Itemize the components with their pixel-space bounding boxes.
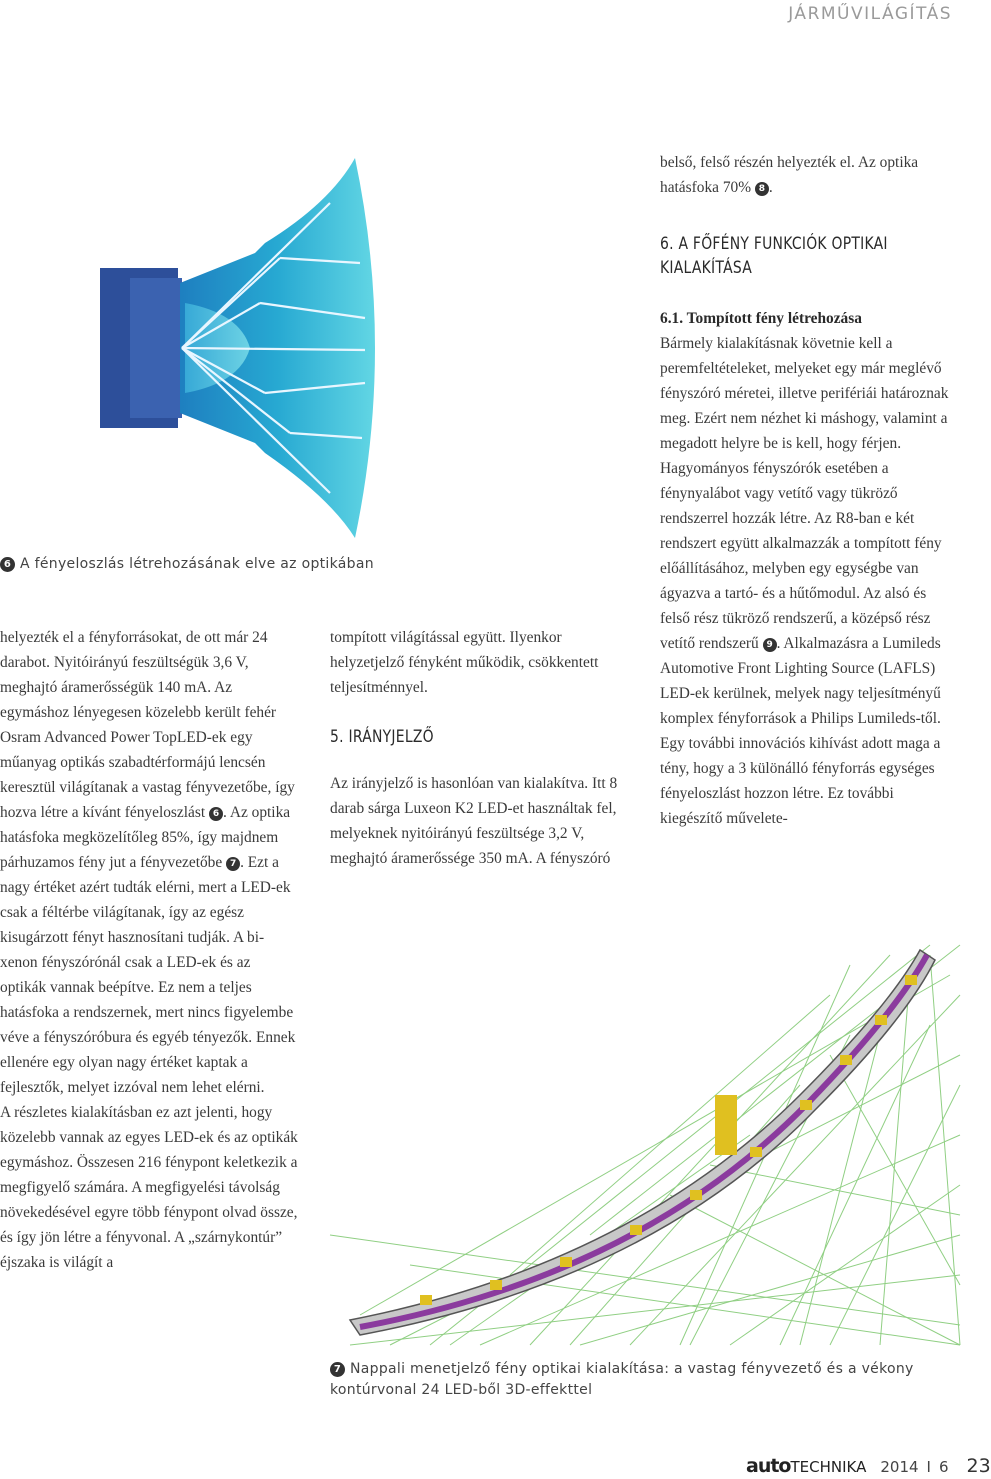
ref-6-badge: 6 bbox=[209, 807, 223, 821]
col3-paragraph-1: Bármely kialakításnak követnie kell a peremfeltételeket, melyeket egy már meglévő fényszóró méretei, illetve perifériái határoznak meg. Ezért nem nézhet ki máshogy, valamint a megadott helyre be is kell, hogy férjen. Hagyományos fényszórók esetében a fénynyalábot vagy vetítő vagy tükröző rendszerrel hozzák létre. Az R8-ban e két rendszert együtt alkalmazzák a tompított fény előállításához, melyben egy egységbe van ágyazva a tartó- és a hűtőmodul. Az alsó és felső rész tükröző rendszerű, a középső rész vetítő rendszerű 9 . Alkalmazásra a Lumileds Automotive Front Lighting Source (LAFLS) LED-ek kerülnek, melyek nagy teljesítményű komplex fényforrások a Philips Lumileds-től. Egy további innovációs kihívást adott maga a tény, hogy a 3 különálló fényforrás egységes fényeloszlást hozzon létre. Ez további kiegészítő művelete- bbox=[660, 335, 949, 827]
ref-8-badge: 8 bbox=[755, 182, 769, 196]
figure-7-illustration bbox=[330, 935, 960, 1345]
ref-7-badge: 7 bbox=[226, 857, 240, 871]
col2-paragraph-2: Az irányjelző is hasonlóan van kialakítva. Itt 8 darab sárga Luxeon K2 LED-et használtak fel, melyeknek nyitóirányú feszültsége 3,2 V, meghajtó áramerőssége 350 mA. A fényszóró bbox=[330, 775, 618, 867]
figure-6-illustration bbox=[0, 143, 655, 553]
section-label: JÁRMŰVILÁGÍTÁS bbox=[788, 4, 952, 24]
col3-paragraph-top: belső, felső részén helyezték el. Az optika hatásfoka 70% 8 . bbox=[660, 154, 919, 196]
led-modules bbox=[420, 975, 917, 1305]
light-guide-body bbox=[350, 950, 935, 1335]
publication-logo: autoTECHNIKA bbox=[746, 1455, 867, 1477]
led-body bbox=[130, 278, 182, 418]
col1-paragraph-1: helyezték el a fényforrásokat, de ott már 24 darabot. Nyitóirányú feszültségük 3,6 V, meghajtó áramerősségük 140 mA. Az egymáshoz lényegesen közelebb került fehér Osram Advanced Power TopLED-ek egy műanyag optikás szabadtérformájú lencsén keresztül világítanak a vastag fényvezetőbe, így hozva létre a kívánt fényeloszlást 6 . Az optika hatásfoka megközelítőleg 85%, így majdnem párhuzamos fény jut a fényvezetőbe 7 . Ezt a nagy értéket azért tudták elérni, mert a LED-ek csak a féltérbe világítanak, így az egész kisugárzott fényt hasznosítani tudják. A bi-xenon fényszórónál csak a LED-ek és az optikák vannak beépítve. Ez nem a teljes hatásfoka a rendszernek, mert nincs figyelembe véve a fényszóróbura és egyéb tényezők. Ennek ellenére egy olyan nagy értéket kaptak a fejlesztők, melyet izzóval nem lehet elérni. bbox=[0, 629, 296, 1096]
ref-9-badge: 9 bbox=[763, 638, 777, 652]
subheading-6-1: 6.1. Tompított fény létrehozása bbox=[660, 310, 862, 327]
figure-6-badge: 6 bbox=[0, 557, 15, 572]
issue-separator: I bbox=[926, 1458, 931, 1476]
col1-paragraph-2: A részletes kialakításban ez azt jelenti, hogy közelebb vannak az egyes LED-ek és az optikák egymáshoz. Összesen 216 fénypont keletkezik a megfigyelő számára. A megfigyelési távolság növekedésével egyre több fénypont olvad össze, és így jön létre a fényvonal. A „szárnykontúr” éjszaka is világít a bbox=[0, 1104, 298, 1271]
figure-7-badge: 7 bbox=[330, 1362, 345, 1377]
page-number: 23 bbox=[966, 1455, 991, 1477]
light-guide-edge bbox=[360, 955, 927, 1327]
optics-diagram bbox=[0, 143, 655, 553]
column-1 bbox=[0, 625, 300, 1275]
figure-6-caption: 6 A fényeloszlás létrehozásának elve az optikában bbox=[0, 554, 640, 575]
footer bbox=[746, 1455, 991, 1477]
ray-traces bbox=[330, 945, 960, 1345]
column-2 bbox=[330, 625, 625, 871]
figure-7-caption: 7 Nappali menetjelző fény optikai kialakítása: a vastag fényvezető és a vékony kontúrvonal 24 LED-ből 3D-effekttel bbox=[330, 1361, 914, 1398]
col2-paragraph-1: tompított világítással együtt. Ilyenkor helyzetjelző fényként működik, csökkentett teljesítménnyel. bbox=[330, 629, 599, 696]
issue-year: 2014 bbox=[880, 1458, 919, 1476]
heading-5: 5. IRÁNYJELZŐ bbox=[330, 727, 434, 747]
light-guide-diagram bbox=[330, 935, 960, 1345]
issue-number: 6 bbox=[938, 1458, 949, 1476]
column-3 bbox=[660, 150, 955, 831]
heading-6: 6. A FŐFÉNY FUNKCIÓK OPTIKAI KIALAKÍTÁSA bbox=[660, 234, 888, 278]
